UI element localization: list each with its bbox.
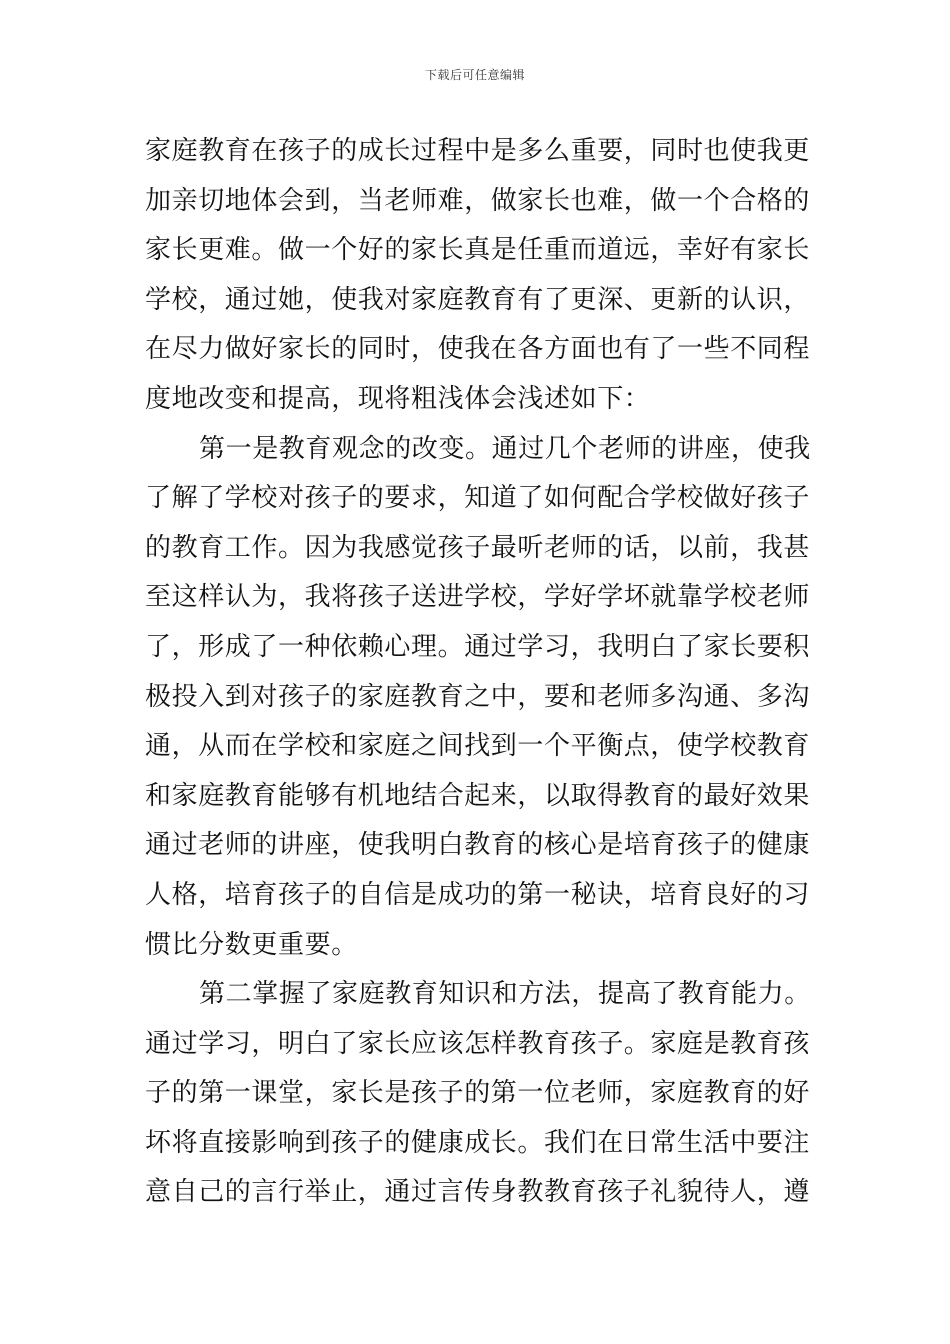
- text-line-indented: 第二掌握了家庭教育知识和方法，提高了教育能力。: [199, 979, 811, 1010]
- text-line: 至这样认为，我将孩子送进学校，学好学坏就靠学校老师: [145, 582, 811, 613]
- page-header: 下载后可任意编辑: [424, 68, 525, 82]
- text-line: 加亲切地体会到，当老师难，做家长也难，做一个合格的: [145, 185, 811, 216]
- text-line: 和家庭教育能够有机地结合起来，以取得教育的最好效果: [145, 780, 811, 811]
- text-line: 度地改变和提高，现将粗浅体会浅述如下：: [145, 383, 651, 414]
- paragraph-3: [145, 970, 810, 1218]
- text-line: 家长更难。做一个好的家长真是任重而道远，幸好有家长: [145, 235, 811, 266]
- paragraph-2: [145, 425, 810, 971]
- text-line: 的教育工作。因为我感觉孩子最听老师的话，以前，我甚: [145, 532, 811, 563]
- text-line: 通过学习，明白了家长应该怎样教育孩子。家庭是教育孩: [145, 1028, 811, 1059]
- text-line: 了，形成了一种依赖心理。通过学习，我明白了家长要积: [145, 631, 811, 662]
- text-line: 人格，培育孩子的自信是成功的第一秘诀，培育良好的习: [145, 879, 811, 910]
- text-line: 在尽力做好家长的同时，使我在各方面也有了一些不同程: [145, 334, 811, 365]
- paragraph-1: [145, 127, 810, 425]
- text-line: 家庭教育在孩子的成长过程中是多么重要，同时也使我更: [145, 136, 811, 166]
- text-line: 子的第一课堂，家长是孩子的第一位老师，家庭教育的好: [145, 1078, 811, 1109]
- document-body: [145, 127, 810, 1218]
- text-line: 惯比分数更重要。: [145, 929, 358, 960]
- text-line: 极投入到对孩子的家庭教育之中，要和老师多沟通、多沟: [145, 681, 811, 712]
- text-line: 意自己的言行举止，通过言传身教教育孩子礼貌待人，遵: [145, 1177, 811, 1208]
- text-line: 学校，通过她，使我对家庭教育有了更深、更新的认识，: [145, 284, 811, 315]
- text-line: 了解了学校对孩子的要求，知道了如何配合学校做好孩子: [145, 483, 811, 514]
- text-line: 通，从而在学校和家庭之间找到一个平衡点，使学校教育: [145, 731, 811, 762]
- text-line: 坏将直接影响到孩子的健康成长。我们在日常生活中要注: [145, 1127, 811, 1158]
- text-line-indented: 第一是教育观念的改变。通过几个老师的讲座，使我: [199, 433, 811, 464]
- text-line: 通过老师的讲座，使我明白教育的核心是培育孩子的健康: [145, 830, 811, 861]
